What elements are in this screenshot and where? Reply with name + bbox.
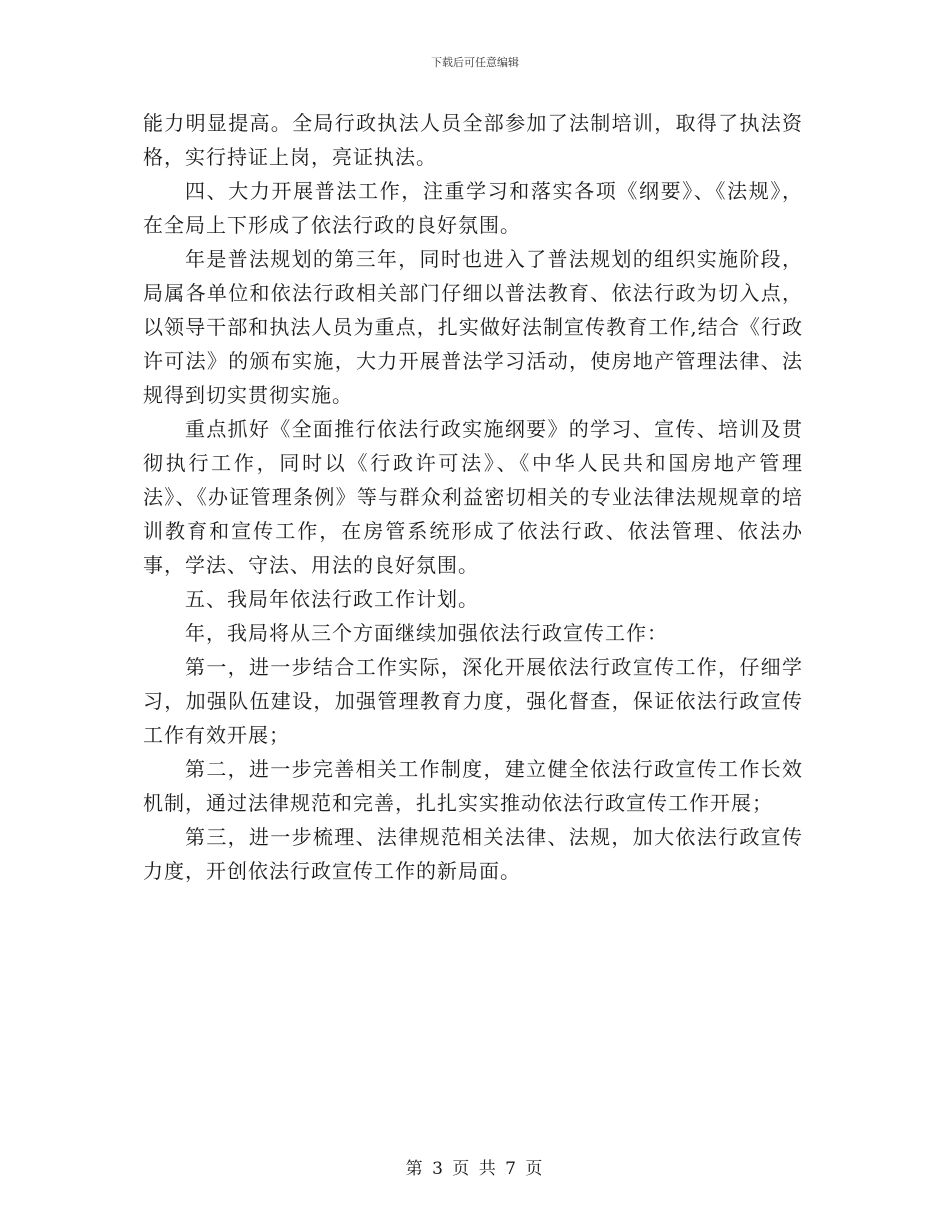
paragraph-2: 四、大力开展普法工作，注重学习和落实各项《纲要》、《法规》，在全局上下形成了依法行政的良好氛围。 [143, 179, 803, 237]
document-body [143, 106, 803, 888]
paragraph-7: 第一，进一步结合工作实际，深化开展依法行政宣传工作，仔细学习，加强队伍建设，加强管理教育力度，强化督查，保证依法行政宣传工作有效开展； [143, 655, 803, 747]
paragraph-6: 年，我局将从三个方面继续加强依法行政宣传工作： [185, 621, 668, 645]
paragraph-9: 第三，进一步梳理、法律规范相关法律、法规，加大依法行政宣传力度，开创依法行政宣传工作的新局面。 [143, 825, 803, 883]
paragraph-4: 重点抓好《全面推行依法行政实施纲要》的学习、宣传、培训及贯彻执行工作，同时以《行政许可法》、《中华人民共和国房地产管理法》、《办证管理条例》等与群众利益密切相关的专业法律法规规章的培训教育和宣传工作，在房管系统形成了依法行政、依法管理、依法办事，学法、守法、用法的良好氛围。 [143, 417, 803, 577]
paragraph-1: 能力明显提高。全局行政执法人员全部参加了法制培训，取得了执法资格，实行持证上岗，亮证执法。 [143, 111, 803, 169]
page-header: 下载后可任意编辑 [431, 56, 519, 69]
paragraph-3: 年是普法规划的第三年，同时也进入了普法规划的组织实施阶段，局属各单位和依法行政相关部门仔细以普法教育、依法行政为切入点，以领导干部和执法人员为重点，扎实做好法制宣传教育工作,结合《行政许可法》的颁布实施，大力开展普法学习活动，使房地产管理法律、法规得到切实贯彻实施。 [143, 247, 803, 407]
paragraph-8: 第二，进一步完善相关工作制度，建立健全依法行政宣传工作长效机制，通过法律规范和完善，扎扎实实推动依法行政宣传工作开展； [143, 757, 803, 815]
page-number: 第 3 页 共 7 页 [405, 1159, 545, 1179]
paragraph-5: 五、我局年依法行政工作计划。 [185, 587, 479, 611]
